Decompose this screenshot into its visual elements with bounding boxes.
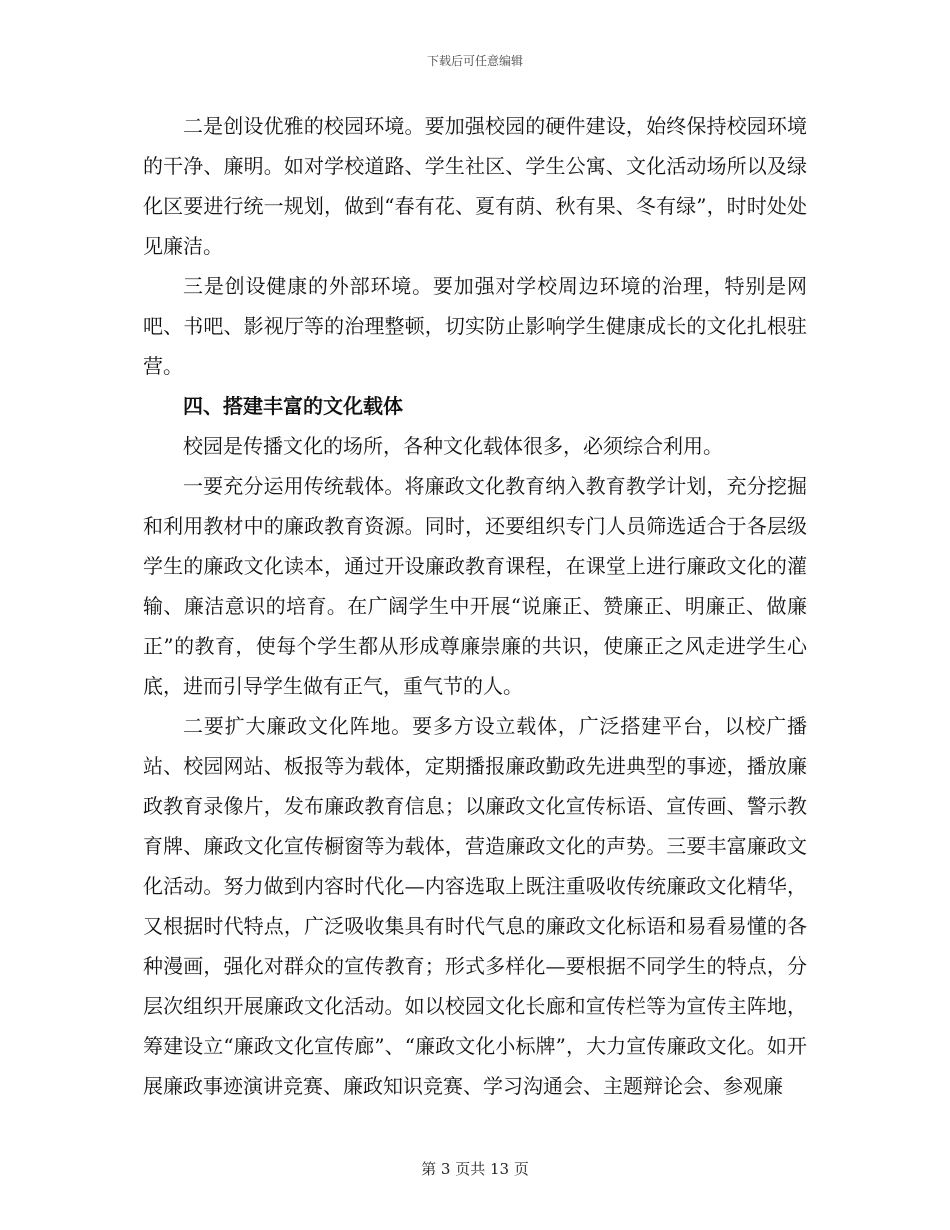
paragraph-culture-positions: 二要扩大廉政文化阵地。要多方设立载体，广泛搭建平台，以校广播站、校园网站、板报等为载体，定期播报廉政勤政先进典型的事迹，播放廉政教育录像片，发布廉政教育信息；以廉政文化宣传标语、宣传画、警示教育牌、廉政文化宣传橱窗等为载体，营造廉政文化的声势。三要丰富廉政文化活动。努力做到内容时代化—内容选取上既注重吸收传统廉政文化精华，又根据时代特点，广泛吸收集具有时代气息的廉政文化标语和易看易懂的各种漫画，强化对群众的宣传教育；形式多样化—要根据不同学生的特点，分层次组织开展廉政文化活动。如以校园文化长廊和宣传栏等为宣传主阵地，筹建设立“廉政文化宣传廊”、“廉政文化小标牌”，大力宣传廉政文化。如开展廉政事迹演讲竞赛、廉政知识竞赛、学习沟通会、主题辩论会、参观廉 — [143, 714, 807, 1098]
page-header: 下载后可任意编辑 — [426, 54, 523, 68]
section-heading: 四、搭建丰富的文化载体 — [183, 394, 403, 418]
paragraph-traditional-carriers: 一要充分运用传统载体。将廉政文化教育纳入教育教学计划，充分挖掘和利用教材中的廉政教育资源。同时，还要组织专门人员筛选适合于各层级学生的廉政文化读本，通过开设廉政教育课程，在课堂上进行廉政文化的灌输、廉洁意识的培育。在广阔学生中开展“说廉正、赞廉正、明廉正、做廉正”的教育，使每个学生都从形成尊廉崇廉的共识，使廉正之风走进学生心底，进而引导学生做有正气，重气节的人。 — [143, 474, 807, 698]
paragraph-intro: 校园是传播文化的场所，各种文化载体很多，必须综合利用。 — [183, 434, 723, 458]
page-number: 第 3 页共 13 页 — [421, 1160, 529, 1178]
document-body — [143, 106, 807, 1106]
paragraph-campus-environment: 二是创设优雅的校园环境。要加强校园的硬件建设，始终保持校园环境的干净、廉明。如对学校道路、学生社区、学生公寓、文化活动场所以及绿化区要进行统一规划，做到“春有花、夏有荫、秋有果、冬有绿”，时时处处见廉洁。 — [143, 114, 807, 258]
paragraph-external-environment: 三是创设健康的外部环境。要加强对学校周边环境的治理，特别是网吧、书吧、影视厅等的治理整顿，切实防止影响学生健康成长的文化扎根驻营。 — [143, 274, 807, 378]
